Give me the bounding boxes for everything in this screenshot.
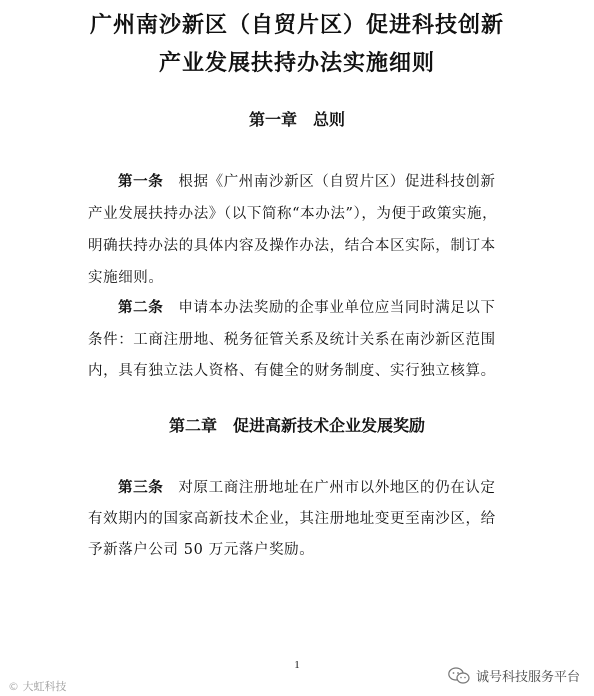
article-3-label: 第三条: [118, 480, 164, 496]
watermark-left-text: 大虹科技: [22, 680, 67, 693]
article-2-line-2: 条件：工商注册地、税务征管关系及统计关系在南沙新区范围: [88, 332, 496, 348]
page-number: 1: [294, 659, 300, 671]
wechat-icon: [448, 667, 470, 685]
article-3-line-2: 有效期内的国家高新技术企业，其注册地址变更至南沙区，给: [88, 511, 496, 527]
chapter-2-heading: 第二章 促进高新技术企业发展奖励: [168, 416, 425, 435]
document-title-line-1: 广州南沙新区（自贸片区）促进科技创新: [89, 13, 504, 38]
chapter-1-heading: 第一章 总则: [248, 110, 345, 129]
watermark-logo-icon: ©: [8, 680, 23, 693]
article-3-line-3: 予新落户公司 50 万元落户奖励。: [88, 542, 315, 558]
article-2-line-3: 内，具有独立法人资格、有健全的财务制度、实行独立核算。: [88, 363, 496, 379]
watermark-left: [8, 678, 67, 694]
article-3-line-1: [118, 476, 496, 497]
article-3-text-1: 对原工商注册地址在广州市以外地区的仍在认定: [163, 480, 496, 496]
watermark-right: [448, 666, 580, 685]
article-1-text-1: 根据《广州南沙新区（自贸片区）促进科技创新: [163, 174, 496, 190]
article-2-text-1: 申请本办法奖励的企事业单位应当同时满足以下: [163, 300, 496, 316]
article-1-line-3: 明确扶持办法的具体内容及操作办法，结合本区实际，制订本: [88, 238, 496, 254]
article-1-line-4: 实施细则。: [88, 270, 164, 286]
article-2-line-1: [118, 296, 496, 317]
article-1-line-1: [118, 170, 496, 191]
document-title-line-2: 产业发展扶持办法实施细则: [158, 51, 435, 76]
article-1-line-2: 产业发展扶持办法》（以下简称“本办法”），为便于政策实施，: [88, 206, 498, 222]
article-2-label: 第二条: [118, 300, 164, 316]
article-1-label: 第一条: [118, 174, 164, 190]
watermark-right-text: 诚号科技服务平台: [475, 670, 580, 685]
